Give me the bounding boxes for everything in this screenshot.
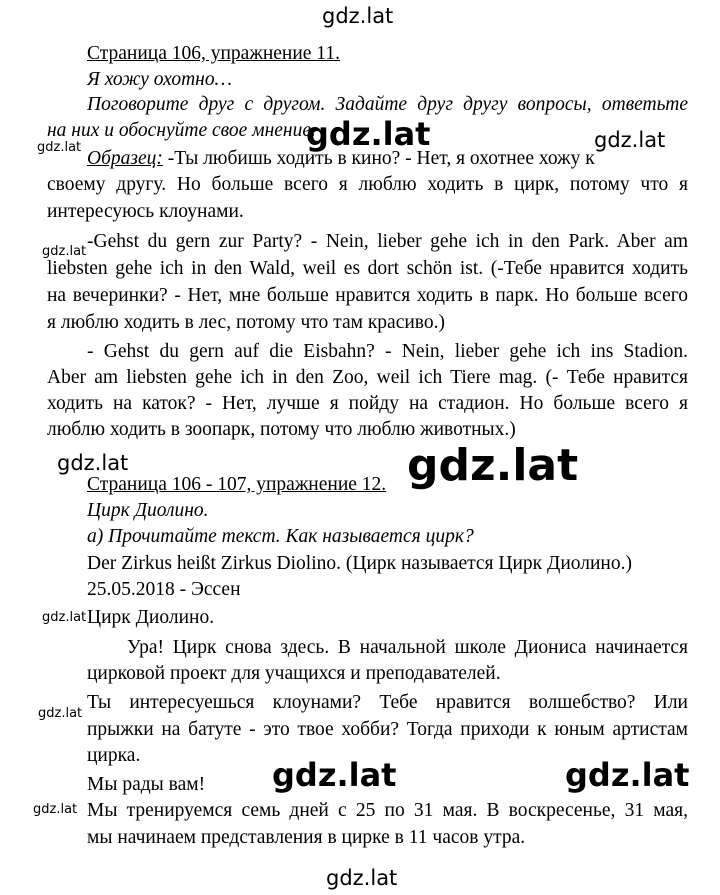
answer-text: люблю ходить в зоопарк, потому что люблю животных.) (47, 419, 516, 440)
answer-text: -Gehst du gern zur Party? - Nein, lieber gehe ich in den Park. Aber am (87, 231, 688, 252)
answer-text: - Gehst du gern auf die Eisbahn? - Nein, lieber gehe ich ins Stadion. (87, 341, 688, 362)
section-heading: Страница 106, упражнение 11. (87, 43, 340, 64)
paragraph-text: прыжки на батуте - это твое хобби? Тогда приходи к юным артистам (87, 719, 688, 740)
answer-text: liebsten gehe ich in den Wald, weil es dort schön ist. (-Тебе нравится ходить (47, 258, 688, 279)
watermark-bottom: gdz.lat (326, 866, 398, 890)
answer-text: я люблю ходить в лес, потому что там красиво.) (47, 312, 445, 333)
paragraph-text: Мы рады вам! (87, 774, 206, 795)
section-subtitle: Цирк Диолино. (87, 500, 209, 521)
task-text: Поговорите друг с другом. Задайте друг другу вопросы, ответьте (87, 94, 688, 115)
task-text: а) Прочитайте текст. Как называется цирк? (87, 526, 474, 547)
answer-text: ходить на каток? - Нет, лучше я пойду на стадион. Но больше всего я (47, 393, 688, 414)
watermark: gdz.lat (37, 140, 82, 155)
example-text: -Ты любишь ходить в кино? - Нет, я охотнее хожу к (162, 148, 595, 169)
section-subtitle: Я хожу охотно… (87, 69, 232, 90)
watermark: gdz.lat (57, 451, 129, 475)
task-text: на них и обоснуйте свое мнение. (47, 120, 316, 141)
paragraph-text: цирковой проект для учащихся и преподавателей. (87, 663, 501, 684)
paragraph-text: Мы тренируемся семь дней с 25 по 31 мая. В воскресенье, 31 мая, (87, 800, 688, 821)
watermark: gdz.lat (306, 115, 431, 153)
date-line: 25.05.2018 - Эссен (87, 579, 241, 600)
example-label: Образец: (87, 148, 163, 169)
watermark-top: gdz.lat (322, 4, 394, 28)
answer-text: Aber am liebsten gehe ich in den Zoo, weil ich Tiere mag. (- Тебе нравится (47, 367, 688, 388)
answer-text: Der Zirkus heißt Zirkus Diolino. (Цирк называется Цирк Диолино.) (87, 553, 632, 574)
example-text: своему другу. Но больше всего я люблю ходить в цирк, потому что я (47, 174, 688, 195)
watermark: gdz.lat (42, 244, 87, 259)
paragraph-text: цирка. (87, 745, 141, 766)
section-heading: Страница 106 - 107, упражнение 12. (87, 474, 387, 495)
watermark: gdz.lat (407, 440, 579, 491)
example-line (87, 147, 595, 171)
article-title: Цирк Диолино. (87, 607, 215, 628)
watermark: gdz.lat (38, 706, 83, 721)
paragraph-text: Ты интересуешься клоунами? Тебе нравится волшебство? Или (87, 692, 688, 713)
example-text: интересуюсь клоунами. (47, 201, 244, 222)
watermark: gdz.lat (272, 756, 397, 794)
watermark: gdz.lat (33, 802, 78, 817)
answer-text: на вечеринки? - Нет, мне больше нравится ходить в парк. Но больше всего (47, 285, 688, 306)
paragraph-text: Ура! Цирк снова здесь. В начальной школе Диониса начинается (127, 637, 688, 658)
watermark: gdz.lat (565, 756, 690, 794)
watermark: gdz.lat (42, 610, 87, 625)
watermark: gdz.lat (594, 128, 666, 152)
paragraph-text: мы начинаем представления в цирке в 11 часов утра. (87, 827, 526, 848)
